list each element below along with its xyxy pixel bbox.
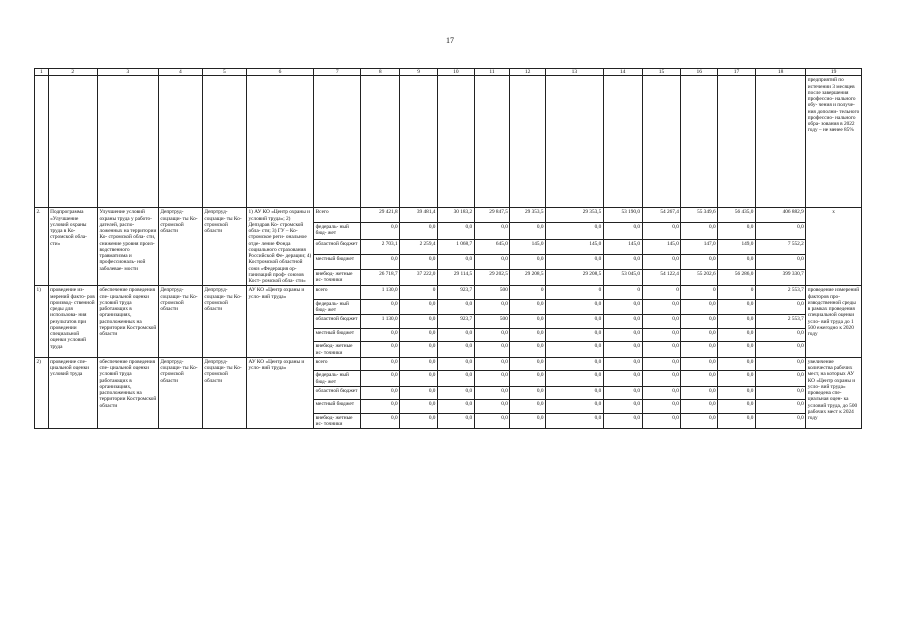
funding-value: 0,0 bbox=[400, 413, 438, 429]
funding-value: 149,0 bbox=[718, 240, 756, 255]
funding-value: 0,0 bbox=[474, 357, 510, 371]
funding-value: 0,0 bbox=[546, 386, 604, 400]
funding-value: 53 045,0 bbox=[603, 269, 642, 286]
column-header: 18 bbox=[755, 69, 805, 76]
funding-value: 0,0 bbox=[510, 357, 546, 371]
funding-value: 0,0 bbox=[642, 413, 681, 429]
funding-value: 0,0 bbox=[437, 223, 474, 240]
funding-source: местный бюджет bbox=[314, 400, 361, 414]
coordinator-dept: Депртруд- соцзащи- ты Ко- стромской области bbox=[202, 208, 246, 286]
funding-value: 0,0 bbox=[361, 371, 400, 387]
funding-source: внебюд- жетные ис- точники bbox=[314, 413, 361, 429]
funding-value: 0,0 bbox=[474, 371, 510, 387]
funding-value: 0,0 bbox=[642, 299, 681, 315]
funding-value: 0,0 bbox=[755, 413, 805, 429]
funding-value: 0,0 bbox=[400, 315, 438, 329]
funding-value: 30 183,2 bbox=[437, 208, 474, 223]
funding-value: 0,0 bbox=[400, 400, 438, 414]
funding-source: областной бюджет bbox=[314, 315, 361, 329]
funding-value: 1 130,0 bbox=[361, 315, 400, 329]
funding-value: 56 435,0 bbox=[718, 208, 756, 223]
funding-value: 0,0 bbox=[718, 342, 756, 358]
funding-value: 0,0 bbox=[546, 315, 604, 329]
measure-name: проведение спе- циальной оценки условий труда bbox=[48, 357, 97, 429]
row-number: 2) bbox=[35, 357, 49, 429]
page-number: 17 bbox=[446, 36, 454, 45]
funding-value: 0,0 bbox=[510, 223, 546, 240]
funding-value: 0,0 bbox=[474, 386, 510, 400]
funding-value: 0,0 bbox=[437, 254, 474, 269]
funding-value: 0 bbox=[642, 286, 681, 300]
empty-cell bbox=[48, 76, 97, 208]
measure-goal: обеспечение проведения спе- циальной оценки условий труда работающих в организациях, расположенных на территории Костромской области bbox=[97, 286, 158, 358]
funding-value: 0,0 bbox=[642, 357, 681, 371]
measure-name: проведение из- мерений факто- ров производ- ственной среды для использова- ния результатов при проведении специальной оценки условий труда bbox=[48, 286, 97, 358]
funding-value: 0,0 bbox=[400, 386, 438, 400]
column-header: 4 bbox=[158, 69, 202, 76]
funding-value: 29 847,5 bbox=[474, 208, 510, 223]
executors: АУ КО «Центр охраны и усло- вий труда» bbox=[246, 357, 313, 429]
funding-value: 0,0 bbox=[681, 315, 718, 329]
funding-value: 0,0 bbox=[510, 400, 546, 414]
funding-value: 0,0 bbox=[437, 371, 474, 387]
funding-value: 0,0 bbox=[755, 342, 805, 358]
funding-value: 0,0 bbox=[437, 342, 474, 358]
funding-value: 0,0 bbox=[361, 413, 400, 429]
funding-value: 0 bbox=[681, 286, 718, 300]
funding-value: 145,0 bbox=[510, 240, 546, 255]
funding-value: 0,0 bbox=[755, 223, 805, 240]
column-header: 12 bbox=[510, 69, 546, 76]
funding-value: 0,0 bbox=[361, 299, 400, 315]
executors: 1) АУ КО «Центр охраны и условий труда»; 2) Депздрав Ко- стромской обла- сти; 3) ГУ – Ко- стромское реги- ональное отде- ление Фонда социального страхования Российской Фе- дерации; 4) Костромской областной союз «Федерация ор- ганизаций проф- союзов Кост- ромской обла- сти» bbox=[246, 208, 313, 286]
responsible-dept: Депртруд- соцзащи- ты Ко- стромской области bbox=[158, 286, 202, 358]
table-row bbox=[35, 357, 862, 371]
funding-value: 0,0 bbox=[546, 328, 604, 342]
funding-value: 0,0 bbox=[361, 400, 400, 414]
carryover-row bbox=[35, 76, 862, 208]
funding-value: 0,0 bbox=[510, 315, 546, 329]
funding-value: 55 202,6 bbox=[681, 269, 718, 286]
column-header: 5 bbox=[202, 69, 246, 76]
funding-value: 0,0 bbox=[642, 254, 681, 269]
funding-value: 0,0 bbox=[400, 371, 438, 387]
funding-value: 0,0 bbox=[510, 386, 546, 400]
funding-value: 0,0 bbox=[681, 386, 718, 400]
table-row bbox=[35, 286, 862, 300]
funding-value: 145,0 bbox=[603, 240, 642, 255]
funding-value: 29 114,5 bbox=[437, 269, 474, 286]
funding-value: 0,0 bbox=[642, 400, 681, 414]
funding-value: 0,0 bbox=[603, 386, 642, 400]
funding-value: 0,0 bbox=[437, 357, 474, 371]
funding-value: 0,0 bbox=[718, 328, 756, 342]
funding-value: 1 068,7 bbox=[437, 240, 474, 255]
funding-value: 0,0 bbox=[718, 400, 756, 414]
funding-source: федераль- ный бюд- жет bbox=[314, 299, 361, 315]
funding-value: 0,0 bbox=[603, 342, 642, 358]
empty-cell bbox=[474, 76, 510, 208]
funding-value: 0,0 bbox=[361, 386, 400, 400]
empty-cell bbox=[400, 76, 438, 208]
funding-value: 0,0 bbox=[681, 413, 718, 429]
funding-value: 0,0 bbox=[681, 223, 718, 240]
empty-cell bbox=[158, 76, 202, 208]
column-header: 10 bbox=[437, 69, 474, 76]
funding-value: 37 222,0 bbox=[400, 269, 438, 286]
funding-value: 0,0 bbox=[603, 299, 642, 315]
funding-source: внебюд- жетные ис- точники bbox=[314, 269, 361, 286]
funding-value: 0,0 bbox=[642, 386, 681, 400]
empty-cell bbox=[97, 76, 158, 208]
responsible-dept: Депртруд- соцзащи- ты Ко- стромской области bbox=[158, 208, 202, 286]
funding-value: 29 208,5 bbox=[546, 269, 604, 286]
column-header: 14 bbox=[603, 69, 642, 76]
funding-value: 0,0 bbox=[603, 315, 642, 329]
funding-value: 0,0 bbox=[755, 328, 805, 342]
funding-value: 0 bbox=[400, 286, 438, 300]
funding-value: 0 bbox=[510, 286, 546, 300]
empty-cell bbox=[35, 76, 49, 208]
empty-cell bbox=[642, 76, 681, 208]
funding-source: всего bbox=[314, 286, 361, 300]
expected-result: увеличение количества рабочих мест, на которых АУ КО «Центр охраны и усло- вий труда» проведена спе- циальная оцен- ка условий труда, до 500 рабочих мест к 2024 году bbox=[806, 357, 862, 429]
funding-value: 29 202,5 bbox=[474, 269, 510, 286]
funding-value: 0,0 bbox=[718, 413, 756, 429]
funding-value: 0,0 bbox=[603, 223, 642, 240]
funding-value: 500 bbox=[474, 315, 510, 329]
column-header: 1 bbox=[35, 69, 49, 76]
funding-value: 0,0 bbox=[361, 357, 400, 371]
funding-value: 39 481,4 bbox=[400, 208, 438, 223]
funding-value: 923,7 bbox=[437, 286, 474, 300]
column-header: 7 bbox=[314, 69, 361, 76]
funding-value: 0,0 bbox=[603, 328, 642, 342]
empty-cell bbox=[437, 76, 474, 208]
coordinator-dept: Депртруд- соцзащи- ты Ко- стромской области bbox=[202, 286, 246, 358]
column-header: 9 bbox=[400, 69, 438, 76]
funding-value: 0,0 bbox=[546, 400, 604, 414]
funding-value: 0,0 bbox=[546, 254, 604, 269]
funding-value: 0,0 bbox=[718, 386, 756, 400]
funding-value: 0,0 bbox=[681, 371, 718, 387]
funding-value: 2 703,1 bbox=[361, 240, 400, 255]
measure-goal: обеспечение проведения спе- циальной оценки условий труда работающих в организациях, расположенных на территории Костромской области bbox=[97, 357, 158, 429]
funding-value: 0,0 bbox=[437, 328, 474, 342]
funding-value: 0,0 bbox=[718, 223, 756, 240]
funding-value: 0,0 bbox=[361, 254, 400, 269]
empty-cell bbox=[546, 76, 604, 208]
column-header: 16 bbox=[681, 69, 718, 76]
funding-value: 0,0 bbox=[437, 400, 474, 414]
funding-value: 0,0 bbox=[718, 299, 756, 315]
funding-source: федераль- ный бюд- жет bbox=[314, 223, 361, 240]
funding-value: 0,0 bbox=[474, 342, 510, 358]
column-header: 19 bbox=[806, 69, 862, 76]
column-header: 6 bbox=[246, 69, 313, 76]
funding-value: 0,0 bbox=[400, 254, 438, 269]
funding-value: 500 bbox=[474, 286, 510, 300]
funding-value: 7 552,2 bbox=[755, 240, 805, 255]
expected-result: проведение измерений факторов про- изводственной среды в рамках проведения специальной оценки усло- вий труда до 1 500 ежегодно к 2020 году bbox=[806, 286, 862, 358]
funding-value: 0,0 bbox=[400, 328, 438, 342]
funding-value: 0 bbox=[546, 286, 604, 300]
funding-value: 29 353,5 bbox=[546, 208, 604, 223]
funding-value: 0,0 bbox=[474, 328, 510, 342]
responsible-dept: Депртруд- соцзащи- ты Ко- стромской области bbox=[158, 357, 202, 429]
funding-value: 0,0 bbox=[755, 371, 805, 387]
column-header: 8 bbox=[361, 69, 400, 76]
empty-cell bbox=[510, 76, 546, 208]
row-number: 2. bbox=[35, 208, 49, 286]
funding-value: 0,0 bbox=[437, 386, 474, 400]
column-header: 13 bbox=[546, 69, 604, 76]
funding-value: 0,0 bbox=[361, 223, 400, 240]
funding-value: 0,0 bbox=[400, 223, 438, 240]
column-header: 17 bbox=[718, 69, 756, 76]
funding-value: 0,0 bbox=[400, 299, 438, 315]
funding-value: 0,0 bbox=[642, 371, 681, 387]
funding-value: 1 130,0 bbox=[361, 286, 400, 300]
funding-value: 0,0 bbox=[681, 299, 718, 315]
header-row bbox=[35, 69, 862, 76]
funding-value: 0,0 bbox=[681, 357, 718, 371]
funding-value: 0,0 bbox=[510, 371, 546, 387]
funding-value: 0,0 bbox=[546, 413, 604, 429]
funding-value: 0,0 bbox=[361, 328, 400, 342]
funding-value: 0,0 bbox=[474, 299, 510, 315]
funding-value: 53 190,0 bbox=[603, 208, 642, 223]
empty-cell bbox=[718, 76, 756, 208]
funding-value: 55 349,6 bbox=[681, 208, 718, 223]
funding-value: 0,0 bbox=[510, 299, 546, 315]
funding-value: 0,0 bbox=[603, 413, 642, 429]
funding-value: 0,0 bbox=[755, 386, 805, 400]
funding-value: 0,0 bbox=[642, 328, 681, 342]
empty-cell bbox=[361, 76, 400, 208]
column-header: 2 bbox=[48, 69, 97, 76]
funding-value: 0,0 bbox=[510, 328, 546, 342]
funding-value: 0,0 bbox=[437, 413, 474, 429]
funding-value: 147,0 bbox=[681, 240, 718, 255]
program-table bbox=[34, 68, 862, 429]
funding-value: 0,0 bbox=[400, 342, 438, 358]
funding-value: 0,0 bbox=[681, 342, 718, 358]
measure-goal: Улучшение условий охраны труда у работо- дателей, распо- ложенных на территории Ко- стромской обла- сти, снижение уровня произ- водственного травматизма и профессиональ- ной заболевае- мости bbox=[97, 208, 158, 286]
executors: АУ КО «Центр охраны и усло- вий труда» bbox=[246, 286, 313, 358]
funding-value: 0,0 bbox=[718, 371, 756, 387]
funding-value: 0,0 bbox=[642, 342, 681, 358]
funding-value: 0,0 bbox=[755, 299, 805, 315]
funding-source: федераль- ный бюд- жет bbox=[314, 371, 361, 387]
funding-source: Всего bbox=[314, 208, 361, 223]
funding-value: 0,0 bbox=[603, 400, 642, 414]
funding-value: 2 259,4 bbox=[400, 240, 438, 255]
funding-value: 645,0 bbox=[474, 240, 510, 255]
expected-result: x bbox=[806, 208, 862, 286]
funding-value: 56 286,0 bbox=[718, 269, 756, 286]
funding-source: всего bbox=[314, 357, 361, 371]
funding-value: 0,0 bbox=[474, 254, 510, 269]
funding-value: 145,0 bbox=[642, 240, 681, 255]
funding-value: 0,0 bbox=[546, 371, 604, 387]
funding-value: 0,0 bbox=[642, 223, 681, 240]
funding-value: 0,0 bbox=[474, 400, 510, 414]
column-header: 15 bbox=[642, 69, 681, 76]
funding-value: 0,0 bbox=[642, 315, 681, 329]
measure-name: Подпрограмма «Улучшение условий охраны труда в Ко- стромской обла- сти» bbox=[48, 208, 97, 286]
empty-cell bbox=[681, 76, 718, 208]
funding-value: 0,0 bbox=[510, 413, 546, 429]
funding-value: 0,0 bbox=[603, 357, 642, 371]
funding-value: 0,0 bbox=[681, 254, 718, 269]
funding-value: 0,0 bbox=[603, 371, 642, 387]
funding-value: 145,0 bbox=[546, 240, 604, 255]
funding-value: 26 718,7 bbox=[361, 269, 400, 286]
funding-value: 0,0 bbox=[681, 328, 718, 342]
table-body bbox=[35, 69, 862, 429]
empty-cell bbox=[314, 76, 361, 208]
carryover-note: предприятий по истечении 3 месяцев после завершения профессио- нального обу- чения и получе- ния дополни- тельного профессио- нального обра- зования в 2022 году – не менее 85% bbox=[806, 76, 862, 208]
coordinator-dept: Депртруд- соцзащи- ты Ко- стромской области bbox=[202, 357, 246, 429]
funding-value: 29 353,5 bbox=[510, 208, 546, 223]
empty-cell bbox=[246, 76, 313, 208]
column-header: 11 bbox=[474, 69, 510, 76]
funding-source: местный бюджет bbox=[314, 328, 361, 342]
funding-value: 0,0 bbox=[546, 357, 604, 371]
funding-value: 2 553,7 bbox=[755, 286, 805, 300]
funding-value: 54 122,4 bbox=[642, 269, 681, 286]
funding-value: 0 bbox=[718, 286, 756, 300]
funding-value: 0,0 bbox=[474, 223, 510, 240]
funding-value: 0,0 bbox=[546, 299, 604, 315]
column-header: 3 bbox=[97, 69, 158, 76]
funding-value: 399 330,7 bbox=[755, 269, 805, 286]
funding-value: 54 267,4 bbox=[642, 208, 681, 223]
funding-value: 0,0 bbox=[510, 342, 546, 358]
table-row bbox=[35, 208, 862, 223]
funding-value: 0,0 bbox=[437, 299, 474, 315]
funding-value: 0,0 bbox=[510, 254, 546, 269]
empty-cell bbox=[202, 76, 246, 208]
funding-value: 0,0 bbox=[546, 223, 604, 240]
row-number: 1) bbox=[35, 286, 49, 358]
funding-source: местный бюджет bbox=[314, 254, 361, 269]
funding-value: 0,0 bbox=[400, 357, 438, 371]
funding-value: 0,0 bbox=[681, 400, 718, 414]
funding-value: 29 421,8 bbox=[361, 208, 400, 223]
empty-cell bbox=[755, 76, 805, 208]
funding-value: 0,0 bbox=[718, 357, 756, 371]
funding-value: 923,7 bbox=[437, 315, 474, 329]
funding-value: 0,0 bbox=[755, 254, 805, 269]
funding-value: 0,0 bbox=[755, 357, 805, 371]
funding-value: 0 bbox=[603, 286, 642, 300]
funding-value: 0,0 bbox=[755, 400, 805, 414]
funding-source: внебюд- жетные ис- точники bbox=[314, 342, 361, 358]
funding-value: 0,0 bbox=[718, 254, 756, 269]
funding-value: 29 208,5 bbox=[510, 269, 546, 286]
funding-value: 0,0 bbox=[546, 342, 604, 358]
funding-value: 0,0 bbox=[718, 315, 756, 329]
funding-value: 0,0 bbox=[603, 254, 642, 269]
empty-cell bbox=[603, 76, 642, 208]
funding-value: 2 553,7 bbox=[755, 315, 805, 329]
funding-value: 0,0 bbox=[474, 413, 510, 429]
funding-value: 0,0 bbox=[361, 342, 400, 358]
funding-value: 406 882,9 bbox=[755, 208, 805, 223]
funding-source: областной бюджет bbox=[314, 240, 361, 255]
funding-source: областной бюджет bbox=[314, 386, 361, 400]
